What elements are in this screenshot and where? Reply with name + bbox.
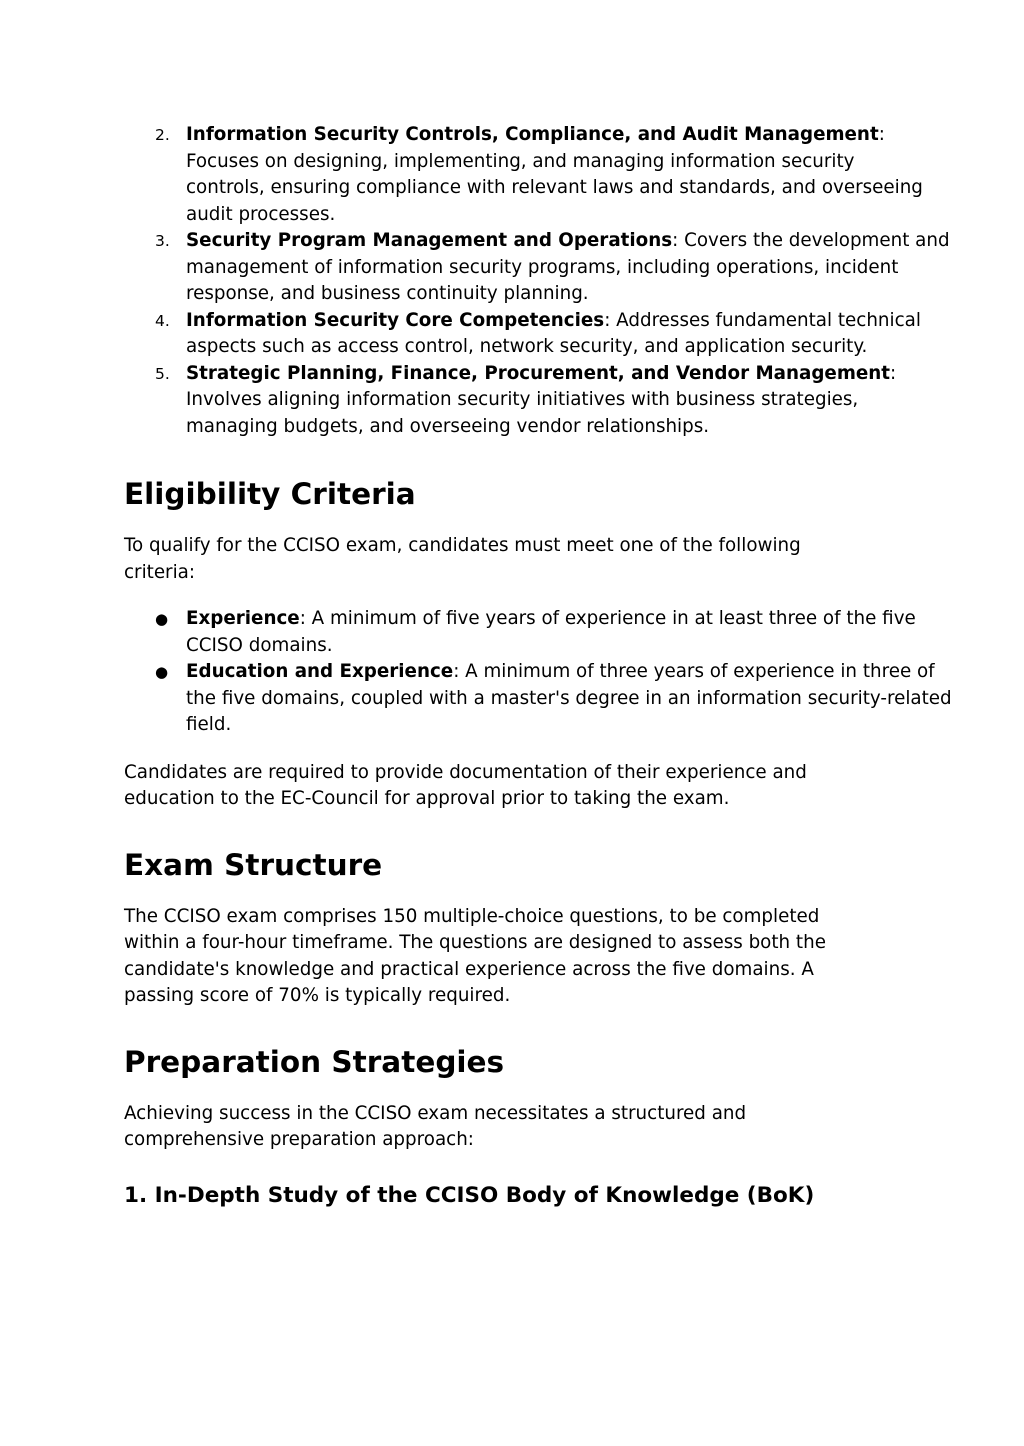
bullet-marker: ●	[155, 663, 169, 681]
eligibility-bullet-list	[124, 606, 952, 739]
document-page	[124, 122, 952, 1211]
list-number: 3.	[155, 232, 170, 250]
list-item	[124, 122, 926, 228]
bullet-marker: ●	[155, 610, 169, 628]
list-item	[124, 606, 946, 659]
list-item	[124, 228, 966, 308]
eligibility-closing: Candidates are required to provide documentation of their experience and education to the EC-Council for approval prior to taking the exam.	[124, 761, 807, 809]
list-item-title: Education and Experience	[186, 661, 454, 682]
list-item-text: : A minimum of five years of experience in at least three of the five CCISO domains.	[186, 608, 916, 656]
list-item-title: Strategic Planning, Finance, Procurement, and Vendor Management	[186, 362, 891, 384]
list-item-text: : Focuses on designing, implementing, and managing information security controls, ensuring compliance with relevant laws and standards, and overseeing audit processes.	[186, 124, 923, 225]
list-item-text: : Involves aligning information security initiatives with business strategies, managing budgets, and overseeing vendor relationships.	[186, 362, 897, 437]
list-number: 5.	[155, 364, 170, 383]
list-item	[124, 659, 956, 739]
section-heading-eligibility: Eligibility Criteria	[124, 477, 416, 511]
list-item-title: Experience	[186, 608, 300, 629]
list-item-text: : Addresses fundamental technical aspects such as access control, network security, and application security.	[186, 309, 921, 357]
list-item-title: Information Security Core Competencies	[186, 309, 605, 331]
list-item-text: : Covers the development and management of information security programs, including operations, incident response, and business continuity planning.	[186, 230, 950, 304]
list-item-text: : A minimum of three years of experience in three of the five domains, coupled with a master's degree in an information security-related field.	[186, 661, 952, 735]
section-heading-preparation: Preparation Strategies	[124, 1044, 505, 1079]
list-item	[124, 308, 966, 361]
eligibility-intro: To qualify for the CCISO exam, candidates must meet one of the following criteria:	[124, 535, 801, 583]
subheading-bok-study: 1. In-Depth Study of the CCISO Body of Knowledge (BoK)	[124, 1182, 815, 1208]
preparation-intro: Achieving success in the CCISO exam necessitates a structured and comprehensive preparation approach:	[124, 1102, 747, 1150]
domains-numbered-list	[124, 122, 950, 440]
list-item	[124, 361, 916, 441]
section-heading-exam-structure: Exam Structure	[124, 847, 383, 882]
list-item-title: Information Security Controls, Compliance, and Audit Management	[186, 124, 879, 145]
list-number: 4.	[155, 311, 170, 330]
list-item-title: Security Program Management and Operations	[186, 230, 673, 251]
exam-structure-body: The CCISO exam comprises 150 multiple-choice questions, to be completed within a four-hour timeframe. The questions are designed to assess both the candidate's knowledge and practical experience across the five domains. A passing score of 70% is typically required.	[124, 905, 826, 1006]
list-number: 2.	[155, 126, 170, 144]
